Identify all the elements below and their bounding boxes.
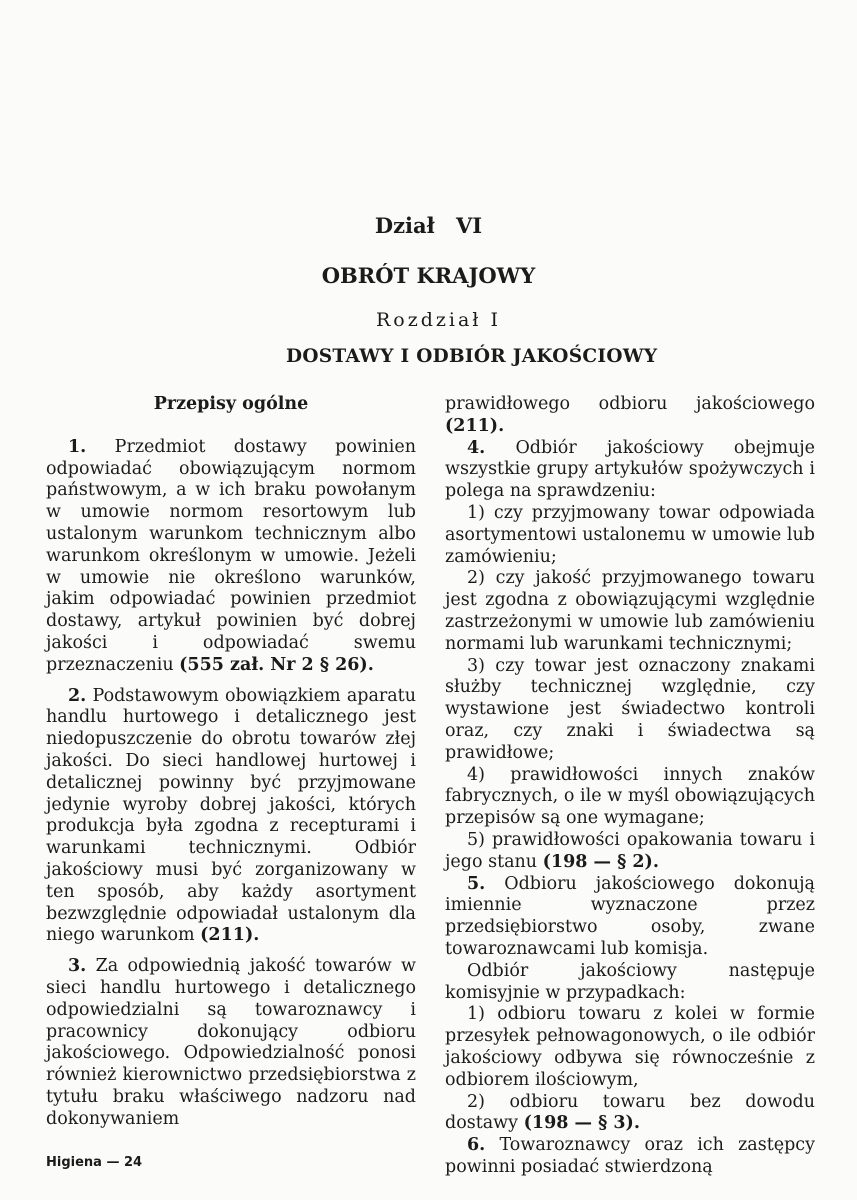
paragraph-2 xyxy=(46,686,416,948)
paragraph-number: 4. xyxy=(467,437,486,458)
paragraph-text: prawidłowego odbioru jakościowego xyxy=(445,394,815,414)
legal-reference: (211). xyxy=(200,925,260,946)
paragraph-5 xyxy=(445,874,815,961)
chapter-heading: Rozdział I xyxy=(375,309,502,331)
list-item: 1) czy przyjmowany towar odpowiada asortymentowi ustalonemu w umowie lub zamówieniu; xyxy=(445,502,815,567)
paragraph-text: Przedmiot dostawy powinien odpowiadać obowiązującym normom państwowym, a w ich braku powołanym w umowie normom resortowym lub ustalonym warunkom technicznym albo warunkom określonym w umowie. Jeżeli w umowie nie określono warunków, jakim odpowiadać powinien przedmiot dostawy, artykuł powinien być dobrej jakości i odpowiadać swemu przeznaczeniu xyxy=(46,436,416,675)
legal-reference: (555 zał. Nr 2 § 26). xyxy=(179,654,374,675)
division-title: OBRÓT KRAJOWY xyxy=(321,263,536,288)
legal-reference: (198 — § 2). xyxy=(542,851,659,872)
list-item: 2) czy jakość przyjmowanego towaru jest zgodna z obowiązującymi względnie zastrzeżonymi w umowie lub zamówieniu normami lub warunkami technicznymi; xyxy=(445,568,815,654)
list-item-text: 5) prawidłowości opakowania towaru i jego stanu xyxy=(445,829,815,872)
paragraph-text: Za odpowiednią jakość towarów w sieci handlu hurtowego i detalicznego odpowiedzialni są towaroznawcy i pracownicy dokonujący odbioru jakościowego. Odpowiedzialność ponosi również kierownictwo przedsiębiorstwa z tytułu braku właściwego nadzoru nad dokonywaniem xyxy=(46,956,416,1129)
right-column xyxy=(445,394,815,1179)
paragraph-3 xyxy=(46,956,416,1130)
paragraph-number: 5. xyxy=(467,873,486,894)
paragraph-3-continued xyxy=(445,394,815,438)
paragraph-1 xyxy=(46,437,416,677)
list-item-text: 2) odbioru towaru bez dowodu dostawy xyxy=(445,1091,815,1134)
paragraph-6 xyxy=(445,1135,815,1179)
list-item: 4) prawidłowości innych znaków fabrycznych, o ile w myśl obowiązujących przepisów są one wymagane; xyxy=(445,764,815,829)
paragraph-text: Towaroznawcy oraz ich zastępcy powinni posiadać stwierdzoną xyxy=(445,1135,815,1177)
list-item xyxy=(445,1092,815,1136)
paragraph-4 xyxy=(445,438,815,503)
paragraph-number: 3. xyxy=(68,956,87,977)
paragraph-text: Podstawowym obowiązkiem aparatu handlu hurtowego i detalicznego jest niedopuszczenie do obrotu towarów złej jakości. Do sieci handlowej hurtowej i detalicznej powinny być przyjmowane jedynie wyroby dobrej jakości, których produkcja była zgodna z recepturami i warunkami technicznymi. Odbiór jakościowy musi być zorganizowany w ten sposób, aby każdy asortyment bezwzględnie odpowiadał ustalonym dla niego warunkom xyxy=(46,685,416,946)
chapter-title: DOSTAWY I ODBIÓR JAKOŚCIOWY xyxy=(286,346,658,367)
legal-reference: (211). xyxy=(445,415,505,436)
legal-reference: (198 — § 3). xyxy=(523,1113,640,1134)
list-item: 3) czy towar jest oznaczony znakami służby technicznej względnie, czy wystawione jest świadectwo kontroli oraz, czy znaki i świadectwa są prawidłowe; xyxy=(445,655,815,763)
division-heading: Dział VI xyxy=(374,213,483,238)
page-footer: Higiena — 24 xyxy=(46,1155,143,1170)
paragraph-number: 2. xyxy=(68,685,87,706)
section-title: Przepisy ogólne xyxy=(153,394,309,414)
paragraph-text: Odbiór jakościowy następuje komisyjnie w przypadkach: xyxy=(445,960,815,1003)
paragraph-text: Odbioru jakościowego dokonują imiennie wyznaczone przez przedsiębiorstwo osoby, zwane towaroznawcami lub komisja. xyxy=(445,873,815,959)
left-column xyxy=(46,394,416,1131)
list-item xyxy=(445,830,815,874)
list-item: 1) odbioru towaru z kolei w formie przesyłek pełnowagonowych, o ile odbiór jakościowy odbywa się równocześnie z odbiorem ilościowym, xyxy=(445,1004,815,1090)
paragraph-number: 6. xyxy=(467,1135,486,1156)
paragraph-text: Odbiór jakościowy obejmuje wszystkie grupy artykułów spożywczych i polega na sprawdzeniu: xyxy=(445,437,815,502)
paragraph-number: 1. xyxy=(68,436,87,457)
